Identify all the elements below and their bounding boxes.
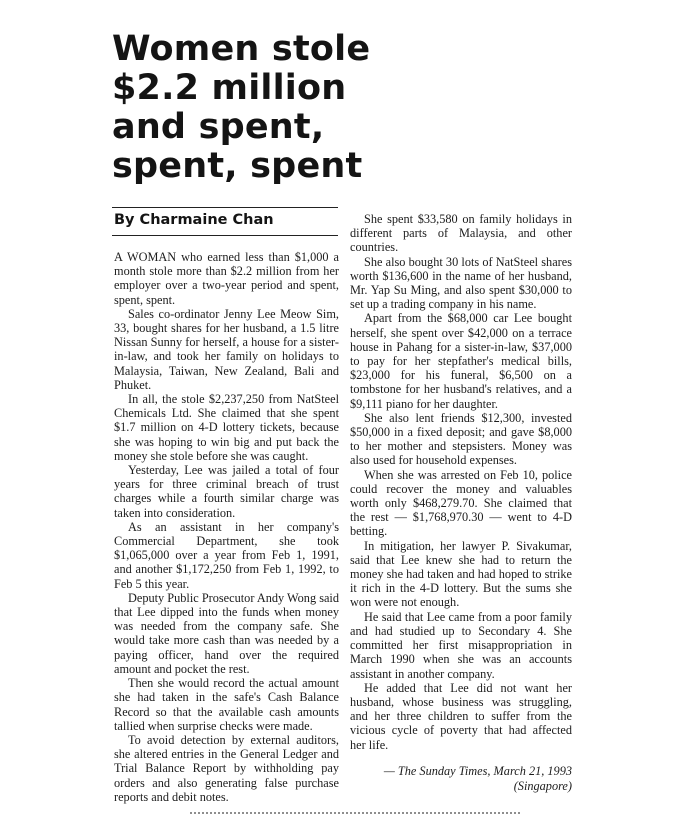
headline-line-2: $2.2 million (112, 68, 347, 108)
paragraph: Deputy Public Prosecutor Andy Wong said that Lee dipped into the funds when money was needed from the company safe. She would take more cash than was needed by a paying officer, hand over the required amount and pocket the rest. (114, 590, 339, 676)
byline-rule-top (112, 207, 338, 208)
paragraph: Apart from the $68,000 car Lee bought herself, she spent over $42,000 on a terrace house in Pahang for a sister-in-law, $37,000 to pay for her stepfather's medical bills, $23,000 for his funeral, $6,500 on a tombstone for her husband's relatives, and a $9,111 piano for her daughter. (350, 311, 572, 411)
headline (112, 29, 371, 186)
paragraph: He said that Lee came from a poor family and had studied up to Secondary 4. She committed her first misappropriation in March 1990 when she was an accounts assistant in another company. (350, 609, 572, 681)
paragraph: To avoid detection by external auditors, she altered entries in the General Ledger and Trial Balance Report by withholding pay orders and also generating false purchase reports and debit notes. (114, 732, 339, 804)
article-column-2 (350, 212, 572, 794)
source-credit (350, 764, 572, 794)
headline-line-4: spent, spent (112, 146, 363, 186)
byline-rule-bottom (112, 235, 338, 236)
headline-line-3: and spent, (112, 107, 325, 147)
paragraph: She also lent friends $12,300, invested $50,000 in a fixed deposit; and gave $8,000 to her mother and stepsisters. Money was also used for household expenses. (350, 410, 572, 468)
scan-edge-artifact (190, 812, 520, 820)
paragraph: As an assistant in her company's Commercial Department, she took $1,065,000 over a year from Feb 1, 1991, and another $1,172,250 from Feb 1, 1992, to Feb 5 this year. (114, 519, 339, 591)
paragraph: In all, the stole $2,237,250 from NatSteel Chemicals Ltd. She claimed that she spent $1.7 million on 4-D lottery tickets, because she was hoping to win big and put back the money she stole before she was caught. (114, 392, 339, 463)
headline-line-1: Women stole (112, 29, 371, 69)
paragraph: In mitigation, her lawyer P. Sivakumar, said that Lee knew she had to return the money she had taken and had hoped to strike it rich in the 4-D lottery. But the sums she won were not enough. (350, 538, 572, 610)
paragraph: When she was arrested on Feb 10, police could recover the money and valuables worth only $468,279.70. She claimed that the rest — $1,768,970.30 — went to 4-D betting. (350, 467, 572, 539)
paragraph: A WOMAN who earned less than $1,000 a month stole more than $2.2 million from her employer over a two-year period and spent, spent, spent. (114, 250, 339, 307)
paragraph: He added that Lee did not want her husband, whose business was struggling, and her three children to suffer from the vicious cycle of poverty that had affected her life. (350, 680, 572, 752)
source-credit-place: (Singapore) (513, 778, 572, 793)
paragraph: Then she would record the actual amount she had taken in the safe's Cash Balance Record so that the available cash amounts tallied when surprise checks were made. (114, 676, 339, 733)
paragraph: Sales co-ordinator Jenny Lee Meow Sim, 33, bought shares for her husband, a 1.5 litre Nissan Sunny for herself, a house for a sister-in-law, and took her family on holidays to Malaysia, Taiwan, New Zealand, Bali and Phuket. (114, 306, 339, 392)
paragraph: Yesterday, Lee was jailed a total of four years for three criminal breach of trust charges while a fourth similar charge was taken into consideration. (114, 463, 339, 520)
article-column-1 (114, 250, 339, 804)
source-credit-publication: — The Sunday Times, March 21, 1993 (383, 763, 572, 778)
paragraph: She spent $33,580 on family holidays in different parts of Malaysia, and other countries. (350, 212, 572, 255)
paragraph: She also bought 30 lots of NatSteel shares worth $136,600 in the name of her husband, Mr. Yap Su Ming, and also spent $30,000 to set up a trading company in his name. (350, 254, 572, 312)
byline: By Charmaine Chan (114, 212, 274, 228)
